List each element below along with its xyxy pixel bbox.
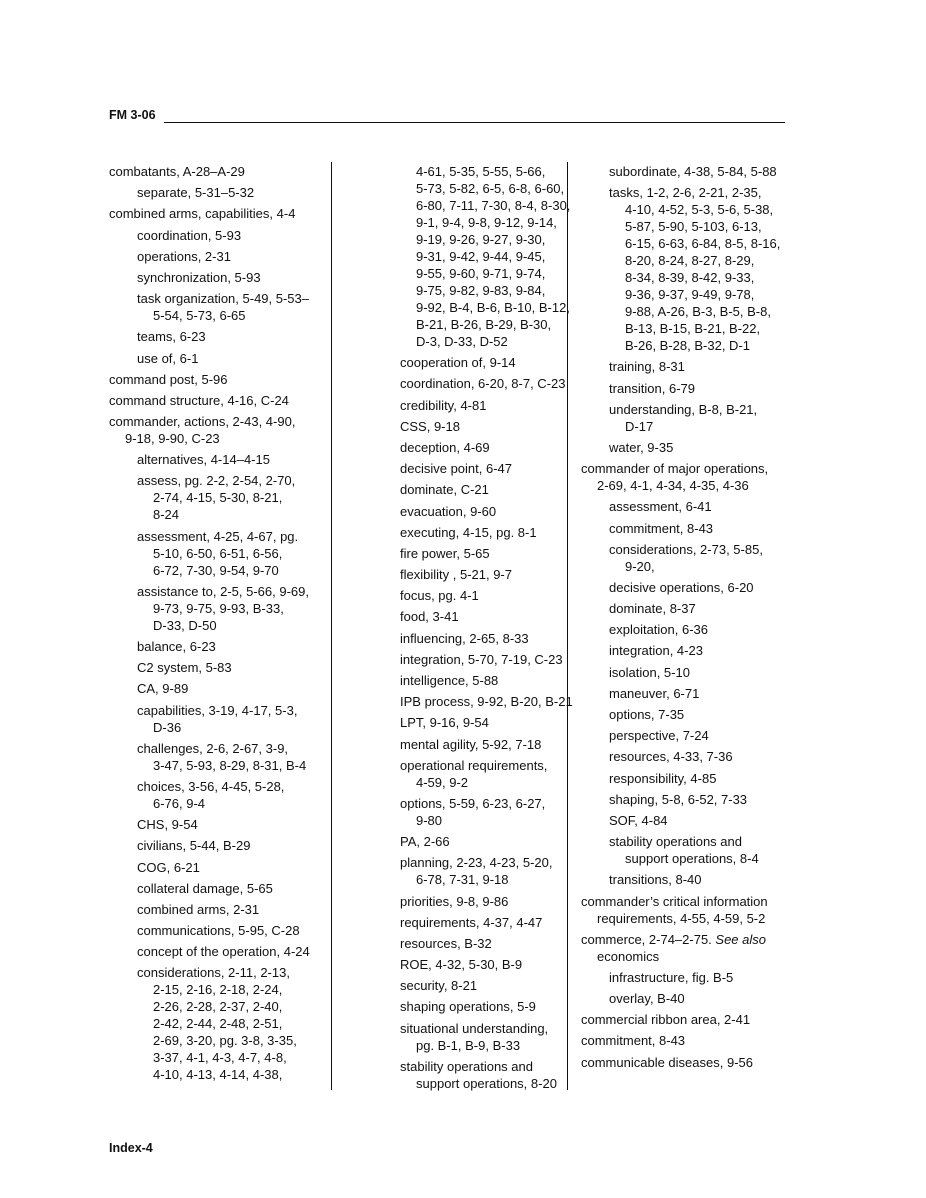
- index-entry-line: resources, 4-33, 7-36: [609, 749, 733, 765]
- index-entry-line: 9-55, 9-60, 9-71, 9-74,: [416, 266, 546, 281]
- index-entry-line: 5-73, 5-82, 6-5, 6-8, 6-60,: [416, 181, 565, 196]
- index-entry-line: requirements, 4-55, 4-59, 5-2: [597, 910, 766, 926]
- index-entry-line: 4-59, 9-2: [416, 774, 469, 790]
- index-subentry: [109, 922, 329, 939]
- index-entry-line: 8-24: [153, 507, 180, 523]
- index-subentry: [581, 358, 796, 375]
- index-subentry: [372, 566, 592, 583]
- index-entry-line: commander, actions, 2-43, 4-90,: [109, 414, 296, 430]
- index-entry-line: perspective, 7-24: [609, 728, 709, 744]
- index-subentry: [109, 583, 329, 634]
- index-entry-line: decisive operations, 6-20: [609, 579, 754, 595]
- index-subentry: [372, 397, 592, 414]
- index-column-3: [581, 163, 796, 1075]
- index-entry: [581, 1011, 796, 1028]
- index-entry-line: requirements, 4-37, 4-47: [400, 914, 543, 930]
- index-subentry: [581, 184, 796, 354]
- index-entry-line: 2-69, 3-20, pg. 3-8, 3-35,: [153, 1033, 297, 1049]
- index-entry-line: cooperation of, 9-14: [400, 355, 516, 371]
- index-entry-line: assess, pg. 2-2, 2-54, 2-70,: [137, 473, 296, 489]
- index-entry-line: 6-72, 7-30, 9-54, 9-70: [153, 562, 279, 578]
- index-entry-line: 6-78, 7-31, 9-18: [416, 872, 509, 888]
- index-entry-line: 9-19, 9-26, 9-27, 9-30,: [416, 232, 546, 247]
- index-subentry: [372, 524, 592, 541]
- index-subentry: [109, 943, 329, 960]
- index-entry-line: commander’s critical information: [581, 893, 768, 909]
- index-entry-line: use of, 6-1: [137, 350, 199, 366]
- index-subentry: [372, 736, 592, 753]
- index-subentry: [372, 630, 592, 647]
- index-entry-line: collateral damage, 5-65: [137, 880, 273, 896]
- index-entry-line: C2 system, 5-83: [137, 660, 232, 676]
- index-entry-line: ROE, 4-32, 5-30, B-9: [400, 957, 523, 973]
- index-subentry: [581, 770, 796, 787]
- index-entry-line: 6-80, 7-11, 7-30, 8-4, 8-30,: [416, 198, 571, 213]
- index-entry-line: food, 3-41: [400, 609, 459, 625]
- index-entry-line: 3-47, 5-93, 8-29, 8-31, B-4: [153, 757, 307, 773]
- index-subentry: [372, 833, 592, 850]
- index-subentry: [372, 935, 592, 952]
- index-subentry: [581, 990, 796, 1007]
- index-entry-line: D-36: [153, 719, 182, 735]
- index-subentry: [109, 702, 329, 736]
- index-entry-line: 5-54, 5-73, 6-65: [153, 308, 246, 324]
- index-entry-line: deception, 4-69: [400, 439, 490, 455]
- index-subentry: [372, 998, 592, 1015]
- index-entry-line: communications, 5-95, C-28: [137, 923, 300, 939]
- index-entry-line: assessment, 4-25, 4-67, pg.: [137, 528, 299, 544]
- index-entry-line: 9-31, 9-42, 9-44, 9-45,: [416, 249, 546, 264]
- index-subentry: [372, 672, 592, 689]
- index-subentry: [109, 269, 329, 286]
- index-entry-line: choices, 3-56, 4-45, 5-28,: [137, 778, 285, 794]
- index-subentry: [372, 914, 592, 931]
- index-entry-line: transition, 6-79: [609, 380, 695, 396]
- index-entry-line: evacuation, 9-60: [400, 503, 497, 519]
- document-title: FM 3-06: [109, 108, 156, 122]
- index-entry-line: IPB process, 9-92, B-20, B-21: [400, 694, 573, 710]
- cross-reference: See also: [715, 931, 766, 947]
- index-entry-line: commitment, 8-43: [609, 520, 714, 536]
- index-entry-line: understanding, B-8, B-21,: [609, 401, 758, 417]
- index-entry-line: CA, 9-89: [137, 681, 189, 697]
- index-entry-line: support operations, 8-20: [416, 1075, 557, 1091]
- index-subentry: [109, 778, 329, 812]
- index-subentry: [109, 638, 329, 655]
- index-subentry: [372, 545, 592, 562]
- index-entry-line: 6-76, 9-4: [153, 795, 206, 811]
- index-entry-line: 9-18, 9-90, C-23: [125, 431, 220, 447]
- index-entry-line: B-13, B-15, B-21, B-22,: [625, 321, 761, 337]
- index-entry-line: 4-61, 5-35, 5-55, 5-66,: [416, 164, 546, 179]
- index-entry-line: transitions, 8-40: [609, 872, 702, 888]
- index-subentry: [109, 964, 329, 1083]
- index-subentry: [109, 328, 329, 345]
- index-entry-line: 5-10, 6-50, 6-51, 6-56,: [153, 545, 283, 561]
- index-entry-line: 9-80: [416, 812, 443, 828]
- index-entry-line: D-3, D-33, D-52: [416, 334, 508, 349]
- index-subentry: [372, 795, 592, 829]
- index-entry-line: resources, B-32: [400, 935, 492, 951]
- index-entry-line: commercial ribbon area, 2-41: [581, 1012, 751, 1028]
- index-entry-line: alternatives, 4-14–4-15: [137, 452, 270, 468]
- index-entry-line: coordination, 6-20, 8-7, C-23: [400, 376, 566, 392]
- index-entry-line: D-17: [625, 418, 654, 434]
- column-divider: [331, 162, 332, 1090]
- index-entry-line: 9-36, 9-37, 9-49, 9-78,: [625, 287, 755, 303]
- index-entry-line: synchronization, 5-93: [137, 269, 261, 285]
- index-entry-line: 9-20,: [625, 558, 655, 574]
- index-column-2: [372, 163, 592, 1096]
- index-subentry: [109, 451, 329, 468]
- index-entry-line: communicable diseases, 9-56: [581, 1054, 753, 1070]
- index-entry-line: overlay, B-40: [609, 991, 685, 1007]
- index-entry-line: combined arms, 2-31: [137, 901, 260, 917]
- index-subentry: [581, 871, 796, 888]
- index-entry: [581, 893, 796, 927]
- index-entry-line: task organization, 5-49, 5-53–: [137, 291, 309, 307]
- index-entry-line: decisive point, 6-47: [400, 461, 513, 477]
- index-entry-line: executing, 4-15, pg. 8-1: [400, 524, 537, 540]
- index-entry-line: PA, 2-66: [400, 834, 450, 850]
- index-subentry: [581, 706, 796, 723]
- index-entry-line: 9-1, 9-4, 9-8, 9-12, 9-14,: [416, 215, 557, 230]
- index-subentry: [581, 969, 796, 986]
- index-entry-line: concept of the operation, 4-24: [137, 944, 310, 960]
- index-subentry: [109, 837, 329, 854]
- index-entry-line: 9-73, 9-75, 9-93, B-33,: [153, 600, 284, 616]
- index-entry-line: LPT, 9-16, 9-54: [400, 715, 489, 731]
- index-entry-line: command structure, 4-16, C-24: [109, 392, 289, 408]
- index-entry-line: mental agility, 5-92, 7-18: [400, 736, 542, 752]
- index-entry-line: combined arms, capabilities, 4-4: [109, 206, 296, 222]
- index-entry-line: security, 8-21: [400, 978, 478, 994]
- index-entry-line: options, 5-59, 6-23, 6-27,: [400, 795, 546, 811]
- index-subentry: [372, 1058, 592, 1092]
- index-subentry: [581, 685, 796, 702]
- index-entry-line: operations, 2-31: [137, 248, 231, 264]
- index-subentry: [372, 693, 592, 710]
- index-subentry: [372, 503, 592, 520]
- index-entry-line: COG, 6-21: [137, 859, 200, 875]
- index-subentry: [109, 350, 329, 367]
- index-subentry: [581, 642, 796, 659]
- index-entry-line: 5-87, 5-90, 5-103, 6-13,: [625, 219, 762, 235]
- index-entry-line: SOF, 4-84: [609, 812, 668, 828]
- index-entry-line: balance, 6-23: [137, 639, 216, 654]
- index-entry-line: situational understanding,: [400, 1020, 549, 1036]
- index-entry-line: 9-88, A-26, B-3, B-5, B-8,: [625, 304, 771, 320]
- index-entry-line: flexibility , 5-21, 9-7: [400, 567, 512, 583]
- index-entry-line: coordination, 5-93: [137, 227, 242, 243]
- index-subentry: [109, 680, 329, 697]
- index-subentry: [372, 354, 592, 371]
- index-subentry: [372, 757, 592, 791]
- index-subentry: [109, 248, 329, 265]
- index-subentry: [581, 163, 796, 180]
- index-subentry: [372, 651, 592, 668]
- index-subentry: [372, 608, 592, 625]
- index-entry-line: separate, 5-31–5-32: [137, 185, 255, 201]
- index-entry-line: 4-10, 4-13, 4-14, 4-38,: [153, 1067, 283, 1083]
- running-header: [109, 108, 785, 126]
- index-subentry: [581, 579, 796, 596]
- index-entry-line: commerce, 2-74–2-75. See also: [581, 931, 766, 947]
- header-rule: [164, 122, 785, 123]
- index-subentry: [581, 727, 796, 744]
- index-entry-line: combatants, A-28–A-29: [109, 164, 245, 179]
- index-subentry: [372, 714, 592, 731]
- index-entry-line: options, 7-35: [609, 707, 685, 722]
- index-subentry: [581, 791, 796, 808]
- index-entry-line: 9-75, 9-82, 9-83, 9-84,: [416, 283, 546, 298]
- index-entry-line: considerations, 2-73, 5-85,: [609, 541, 763, 557]
- index-subentry: [109, 901, 329, 918]
- index-entry-line: subordinate, 4-38, 5-84, 5-88: [609, 164, 777, 179]
- index-entry-line: exploitation, 6-36: [609, 622, 709, 638]
- index-column-1: [109, 163, 329, 1088]
- index-entry-line: integration, 4-23: [609, 643, 703, 659]
- index-entry-line: maneuver, 6-71: [609, 685, 700, 701]
- index-subentry: [372, 854, 592, 888]
- index-subentry: [372, 977, 592, 994]
- index-subentry: [581, 498, 796, 515]
- index-entry-line: 3-37, 4-1, 4-3, 4-7, 4-8,: [153, 1050, 287, 1066]
- page-number: Index-4: [109, 1141, 153, 1155]
- index-subentry: [372, 375, 592, 392]
- index-entry-line: pg. B-1, B-9, B-33: [416, 1037, 521, 1053]
- index-entry-line: teams, 6-23: [137, 329, 206, 345]
- index-entry: [109, 163, 329, 180]
- index-entry-line: isolation, 5-10: [609, 664, 690, 680]
- index-entry-line: 4-10, 4-52, 5-3, 5-6, 5-38,: [625, 202, 774, 218]
- index-entry: [109, 413, 329, 447]
- index-subentry: [372, 439, 592, 456]
- index-entry-line: assessment, 6-41: [609, 499, 712, 515]
- index-entry-line: D-33, D-50: [153, 617, 217, 633]
- index-entry: [109, 205, 329, 222]
- index-entry-line: challenges, 2-6, 2-67, 3-9,: [137, 740, 289, 756]
- index-subentry: [109, 184, 329, 201]
- index-entry-line: shaping operations, 5-9: [400, 999, 536, 1015]
- index-subentry: [109, 659, 329, 676]
- index-subentry: [372, 418, 592, 435]
- index-entry: [581, 931, 796, 965]
- index-entry-line: civilians, 5-44, B-29: [137, 838, 251, 854]
- index-entry-line: economics: [597, 948, 660, 964]
- index-subentry: [581, 748, 796, 765]
- index-entry-line: commitment, 8-43: [581, 1033, 686, 1049]
- index-subentry: [372, 587, 592, 604]
- index-subentry: [109, 740, 329, 774]
- index-subentry: [581, 600, 796, 617]
- index-entry-line: stability operations and: [400, 1058, 533, 1074]
- index-entry-line: tasks, 1-2, 2-6, 2-21, 2-35,: [609, 185, 762, 201]
- column-divider: [567, 162, 568, 1090]
- index-subentry: [372, 956, 592, 973]
- index-entry-line: assistance to, 2-5, 5-66, 9-69,: [137, 583, 309, 599]
- index-entry-line: command post, 5-96: [109, 371, 228, 387]
- index-entry-line: 8-34, 8-39, 8-42, 9-33,: [625, 270, 755, 286]
- index-entry: [109, 371, 329, 388]
- index-entry-line: shaping, 5-8, 6-52, 7-33: [609, 791, 748, 807]
- index-entry-line: 6-15, 6-63, 6-84, 8-5, 8-16,: [625, 236, 781, 252]
- index-entry-line: responsibility, 4-85: [609, 770, 717, 786]
- index-subentry: [581, 520, 796, 537]
- index-entry-line: 2-26, 2-28, 2-37, 2-40,: [153, 999, 283, 1015]
- index-entry-line: infrastructure, fig. B-5: [609, 969, 734, 985]
- index-subentry: [109, 528, 329, 579]
- index-subentry: [109, 227, 329, 244]
- index-entry-line: integration, 5-70, 7-19, C-23: [400, 651, 563, 667]
- index-entry: [581, 460, 796, 494]
- index-entry-line: dominate, 8-37: [609, 601, 696, 617]
- index-entry-line: intelligence, 5-88: [400, 673, 499, 688]
- index-entry-line: B-26, B-28, B-32, D-1: [625, 338, 750, 354]
- index-entry-line: water, 9-35: [609, 439, 674, 455]
- index-subentry: [581, 541, 796, 575]
- index-entry-line: capabilities, 3-19, 4-17, 5-3,: [137, 702, 298, 718]
- index-entry-line: planning, 2-23, 4-23, 5-20,: [400, 855, 553, 871]
- index-subentry: [109, 472, 329, 523]
- index-subentry: [372, 163, 592, 350]
- index-subentry: [372, 481, 592, 498]
- index-subentry: [109, 859, 329, 876]
- index-entry-line: fire power, 5-65: [400, 545, 490, 561]
- index-subentry: [581, 621, 796, 638]
- index-entry: [581, 1032, 796, 1049]
- index-entry-line: considerations, 2-11, 2-13,: [137, 965, 290, 981]
- index-subentry: [581, 401, 796, 435]
- index-subentry: [372, 460, 592, 477]
- index-entry-line: focus, pg. 4-1: [400, 588, 479, 604]
- index-subentry: [109, 816, 329, 833]
- index-entry-line: influencing, 2-65, 8-33: [400, 630, 529, 646]
- index-entry-line: CHS, 9-54: [137, 817, 198, 833]
- index-entry-line: 8-20, 8-24, 8-27, 8-29,: [625, 253, 755, 269]
- index-entry-line: CSS, 9-18: [400, 418, 460, 434]
- index-entry-line: commander of major operations,: [581, 461, 769, 477]
- index-subentry: [581, 380, 796, 397]
- index-entry-line: support operations, 8-4: [625, 851, 759, 867]
- index-subentry: [581, 833, 796, 867]
- index-entry-line: operational requirements,: [400, 757, 548, 773]
- index-entry-line: 2-74, 4-15, 5-30, 8-21,: [153, 490, 283, 506]
- index-subentry: [109, 880, 329, 897]
- index-entry: [109, 392, 329, 409]
- index-entry-line: credibility, 4-81: [400, 397, 487, 413]
- index-subentry: [581, 439, 796, 456]
- index-entry-line: priorities, 9-8, 9-86: [400, 893, 509, 909]
- index-entry-line: 2-42, 2-44, 2-48, 2-51,: [153, 1016, 283, 1032]
- index-entry-line: 2-69, 4-1, 4-34, 4-35, 4-36: [597, 478, 749, 494]
- index-subentry: [109, 290, 329, 324]
- index-subentry: [372, 1020, 592, 1054]
- index-entry-line: dominate, C-21: [400, 482, 489, 498]
- index-entry-line: stability operations and: [609, 834, 742, 850]
- index-subentry: [372, 893, 592, 910]
- index-subentry: [581, 812, 796, 829]
- index-entry-line: 9-92, B-4, B-6, B-10, B-12,: [416, 300, 570, 315]
- index-subentry: [581, 664, 796, 681]
- index-entry: [581, 1054, 796, 1071]
- index-entry-line: training, 8-31: [609, 359, 685, 375]
- index-entry-line: 2-15, 2-16, 2-18, 2-24,: [153, 982, 283, 998]
- index-entry-line: B-21, B-26, B-29, B-30,: [416, 317, 552, 332]
